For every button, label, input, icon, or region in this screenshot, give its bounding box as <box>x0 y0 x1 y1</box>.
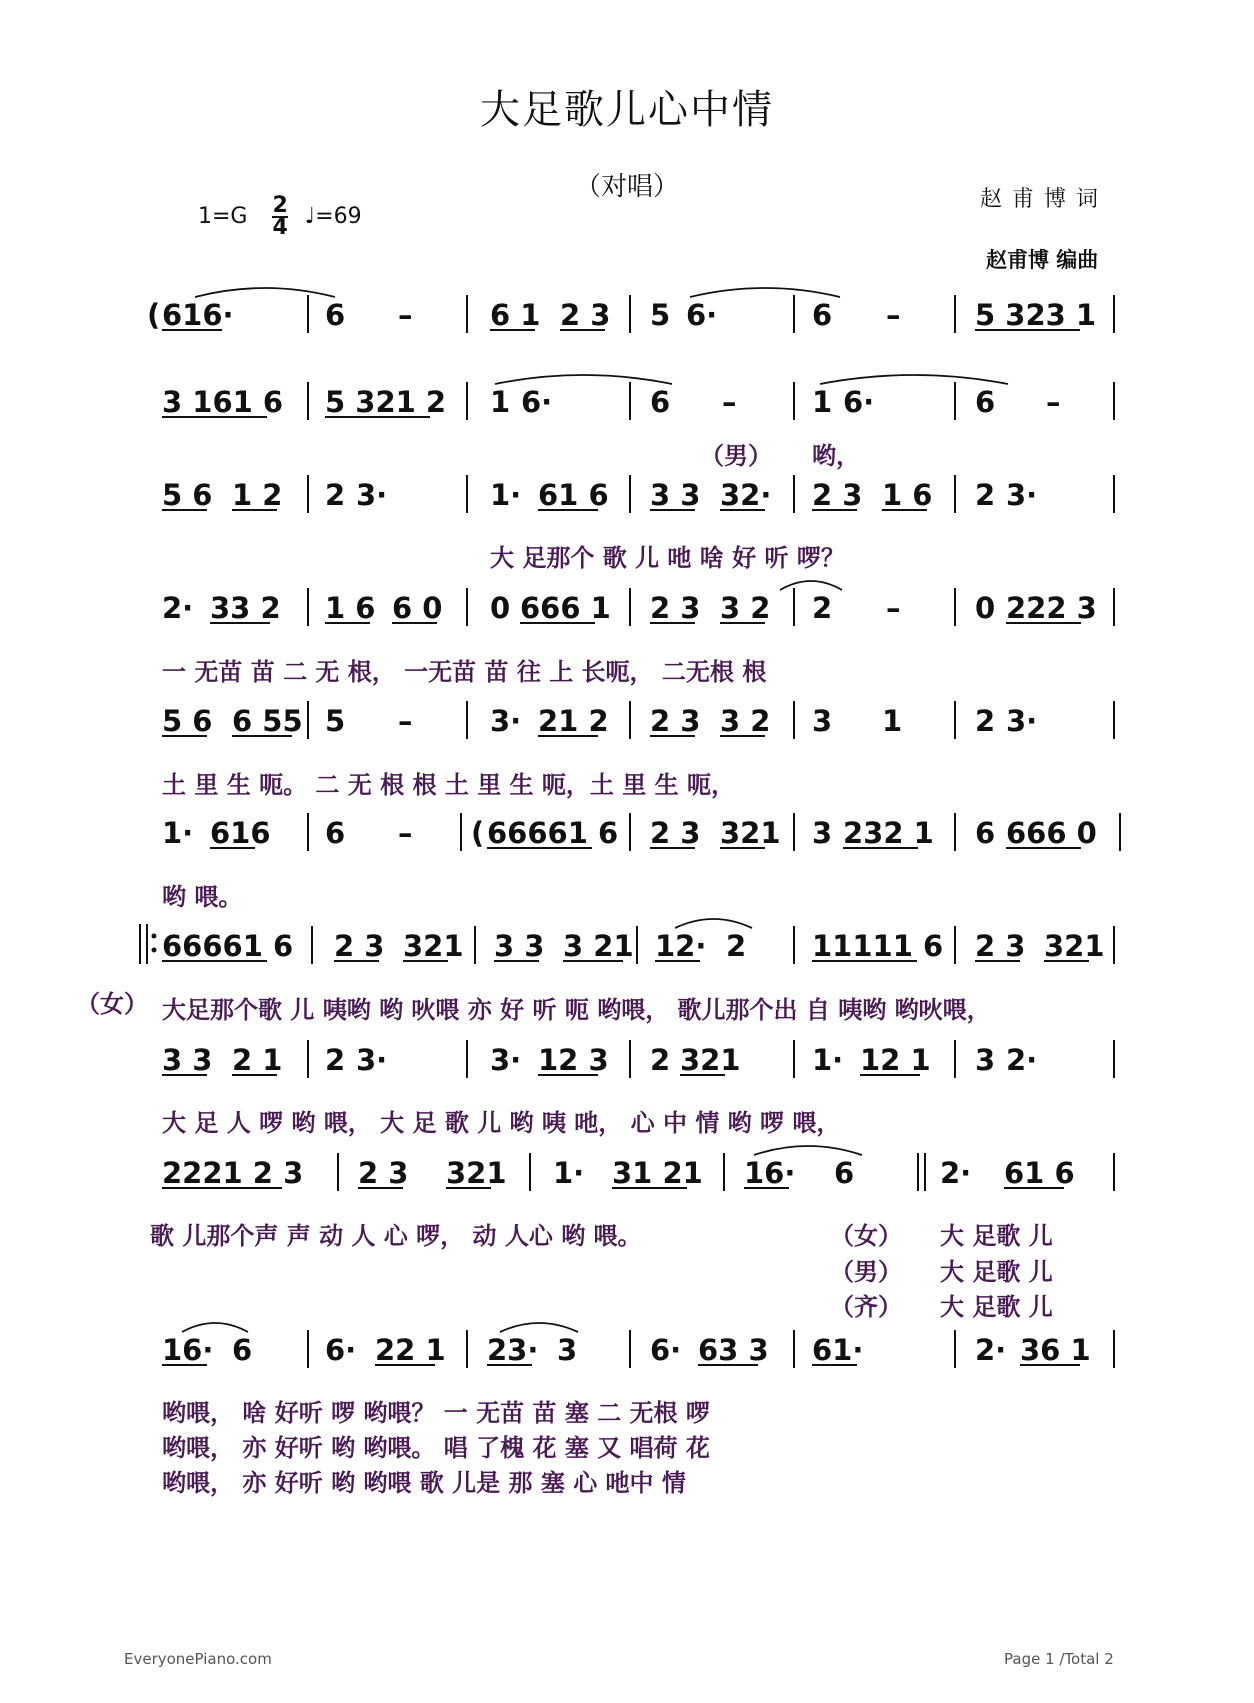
note-group: 321 <box>403 929 464 963</box>
note-group: 321 <box>446 1156 507 1190</box>
note-group: 6 <box>834 1156 855 1190</box>
note-group: 6 1 <box>490 298 541 332</box>
tempo-marking: ♩=69 <box>304 204 362 229</box>
note-group: ( <box>147 298 161 332</box>
lyric-line: 大 足 人 啰 哟 喂， 大 足 歌 儿 哟 咦 吔， 心 中 情 哟 啰 喂， <box>162 1109 841 1137</box>
note-group: 6 <box>812 298 833 332</box>
note-group: 3· <box>490 704 522 738</box>
note-group: 1· <box>162 816 194 850</box>
note-group: 2 <box>726 929 747 963</box>
note-group: 22 1 <box>375 1333 446 1367</box>
lyric-line: 土 里 生 呃。 二 无 根 根 土 里 生 呃，土 里 生 呃， <box>162 771 735 799</box>
note-group: 3 <box>812 704 833 738</box>
note-group: 63 3 <box>698 1333 769 1367</box>
lyric-line: 歌 儿那个声 声 动 人 心 啰， 动 人心 哟 喂。 <box>150 1222 642 1250</box>
note-group: 6 <box>650 385 671 419</box>
slur-tie <box>780 581 842 590</box>
note-group: 616· <box>162 298 234 332</box>
time-signature-bottom: 4 <box>272 215 288 240</box>
note-group: 6 55 <box>232 704 303 738</box>
note-group: 222 3 <box>1006 591 1097 625</box>
note-group: 1· <box>553 1156 585 1190</box>
note-group: 36 1 <box>1020 1333 1091 1367</box>
note-group: 6 <box>325 298 346 332</box>
lyric-line: 大足那个歌 儿 咦哟 哟 吙喂 亦 好 听 呃 哟喂， 歌儿那个出 自 咦哟 哟吙喂， <box>162 996 991 1024</box>
lyric-line: 大 足那个 歌 儿 吔 啥 好 听 啰？ <box>490 544 845 572</box>
note-group: – <box>722 385 737 419</box>
note-group: 2 <box>325 1043 346 1077</box>
note-group: 6 <box>975 385 996 419</box>
note-group: 6 <box>975 816 996 850</box>
slur-tie <box>690 288 840 297</box>
repeat-dot <box>152 948 157 953</box>
note-group: 2· <box>940 1156 972 1190</box>
note-group: 2 3 <box>975 929 1026 963</box>
note-group: 6· <box>521 385 553 419</box>
lyric-line: 哟 喂。 <box>162 883 243 911</box>
note-group: 2 3 <box>650 591 701 625</box>
note-group: 3 3 <box>162 1043 213 1077</box>
note-group: 1 <box>490 385 511 419</box>
note-group: 16· <box>162 1333 214 1367</box>
note-group: 2· <box>975 1333 1007 1367</box>
note-group: 2· <box>1006 1043 1038 1077</box>
note-group: 33 2 <box>210 591 281 625</box>
note-group: 5 <box>325 704 346 738</box>
note-group: 5 6 <box>162 478 213 512</box>
note-group: 2 3 <box>650 816 701 850</box>
part-label: （男） <box>830 1258 902 1286</box>
note-group: 21 2 <box>538 704 609 738</box>
note-group: 2221 2 3 <box>162 1156 304 1190</box>
part-label: （女） <box>830 1222 902 1250</box>
note-group: 0 <box>975 591 996 625</box>
lyricist-credit: 赵甫博词 <box>980 187 1109 212</box>
footer-site: EveryonePiano.com <box>124 1650 272 1668</box>
note-group: 23· <box>487 1333 539 1367</box>
note-group: 616 <box>210 816 271 850</box>
note-group: 61 6 <box>538 478 609 512</box>
note-group: 2 3 <box>650 704 701 738</box>
note-group: 12· <box>655 929 707 963</box>
note-group: 6· <box>325 1333 357 1367</box>
note-group: 3 3 <box>494 929 545 963</box>
song-title: 大足歌儿心中情 <box>480 87 774 133</box>
note-group: 2 3 <box>358 1156 409 1190</box>
note-group: 321 <box>720 816 781 850</box>
note-group: 3 <box>812 816 833 850</box>
note-group: 31 21 <box>612 1156 703 1190</box>
part-label: （女） <box>76 990 148 1018</box>
note-group: 0 <box>490 591 511 625</box>
note-group: 3· <box>490 1043 522 1077</box>
note-group: – <box>398 816 413 850</box>
note-group: 6 <box>325 816 346 850</box>
note-group: – <box>886 591 901 625</box>
note-group: 5 <box>650 298 671 332</box>
slur-tie <box>182 1323 248 1332</box>
lyric-line: 一 无苗 苗 二 无 根， 一无苗 苗 往 上 长呃， 二无根 根 <box>162 658 767 686</box>
lyric-line: 哟， <box>812 442 860 470</box>
note-group: 12 1 <box>860 1043 931 1077</box>
note-group: 2 <box>812 591 833 625</box>
note-group: 1 <box>882 704 903 738</box>
part-label: （齐） <box>830 1293 902 1321</box>
note-group: 6 0 <box>392 591 443 625</box>
note-group: 12 3 <box>538 1043 609 1077</box>
lyric-line: 大 足歌 儿 <box>940 1258 1053 1286</box>
note-group: 32· <box>720 478 772 512</box>
note-group: 2 3 <box>560 298 611 332</box>
note-group: 3· <box>356 478 388 512</box>
note-group: 5 6 <box>162 704 213 738</box>
note-group: 6· <box>650 1333 682 1367</box>
note-group: 5 321 2 <box>325 385 447 419</box>
slur-tie <box>195 288 335 297</box>
lyric-line: 大 足歌 儿 <box>940 1222 1053 1250</box>
note-group: 3 21 <box>563 929 634 963</box>
note-group: – <box>398 298 413 332</box>
note-group: 2 3 <box>334 929 385 963</box>
slur-tie <box>820 375 1008 384</box>
note-group: 5 323 1 <box>975 298 1097 332</box>
repeat-dot <box>152 934 157 939</box>
lyric-line: 哟喂， 亦 好听 哟 哟喂 歌 儿是 那 塞 心 吔中 情 <box>162 1469 686 1497</box>
note-group: 3· <box>356 1043 388 1077</box>
note-group: 321 <box>1044 929 1105 963</box>
note-group: 3 <box>557 1333 578 1367</box>
song-subtitle: （对唱） <box>574 172 679 202</box>
note-group: 1· <box>812 1043 844 1077</box>
note-group: 666 1 <box>520 591 611 625</box>
note-group: 666 0 <box>1006 816 1097 850</box>
note-group: 2 <box>650 1043 671 1077</box>
note-group: 232 1 <box>843 816 934 850</box>
note-group: 6· <box>686 298 718 332</box>
note-group: 3 2 <box>720 591 771 625</box>
note-group: 1 <box>812 385 833 419</box>
note-group: 3 2 <box>720 704 771 738</box>
time-signature-top: 2 <box>272 193 288 218</box>
note-group: ( <box>471 816 485 850</box>
note-group: 3· <box>1006 478 1038 512</box>
slur-tie <box>675 919 752 928</box>
note-group: 6· <box>843 385 875 419</box>
note-group: 2· <box>162 591 194 625</box>
key-signature: 1=G <box>198 204 248 229</box>
note-group: 61 6 <box>1004 1156 1075 1190</box>
note-group: 1 6 <box>882 478 933 512</box>
slur-tie <box>500 1323 578 1332</box>
note-group: 61· <box>812 1333 864 1367</box>
lyric-line: 哟喂， 亦 好听 哟 哟喂。 唱 了槐 花 塞 又 唱荷 花 <box>162 1434 710 1462</box>
note-group: 3 3 <box>650 478 701 512</box>
slur-tie <box>495 375 672 384</box>
note-group: 11111 6 <box>812 929 944 963</box>
lyric-line: 哟喂， 啥 好听 啰 哟喂？ 一 无苗 苗 塞 二 无根 啰 <box>162 1399 710 1427</box>
note-group: – <box>1046 385 1061 419</box>
note-group: 2 <box>975 478 996 512</box>
lyric-line: 大 足歌 儿 <box>940 1293 1053 1321</box>
note-group: 1 6 <box>325 591 376 625</box>
note-group: 3 <box>975 1043 996 1077</box>
slur-tie <box>754 1146 862 1155</box>
note-group: 1 2 <box>232 478 283 512</box>
note-group: 2 <box>325 478 346 512</box>
note-group: 16· <box>744 1156 796 1190</box>
note-group: 66661 6 <box>162 929 294 963</box>
note-group: – <box>886 298 901 332</box>
note-group: 2 3 <box>812 478 863 512</box>
note-group: – <box>398 704 413 738</box>
note-group: 3 161 6 <box>162 385 284 419</box>
note-group: 66661 6 <box>487 816 619 850</box>
part-label: （男） <box>700 442 772 470</box>
note-group: 3· <box>1006 704 1038 738</box>
footer-page-number: Page 1 /Total 2 <box>1004 1650 1114 1668</box>
composer-credit: 赵甫博 编曲 <box>986 248 1099 272</box>
note-group: 6 <box>232 1333 253 1367</box>
note-group: 1· <box>490 478 522 512</box>
note-group: 2 <box>975 704 996 738</box>
note-group: 2 1 <box>232 1043 283 1077</box>
note-group: 321 <box>680 1043 741 1077</box>
